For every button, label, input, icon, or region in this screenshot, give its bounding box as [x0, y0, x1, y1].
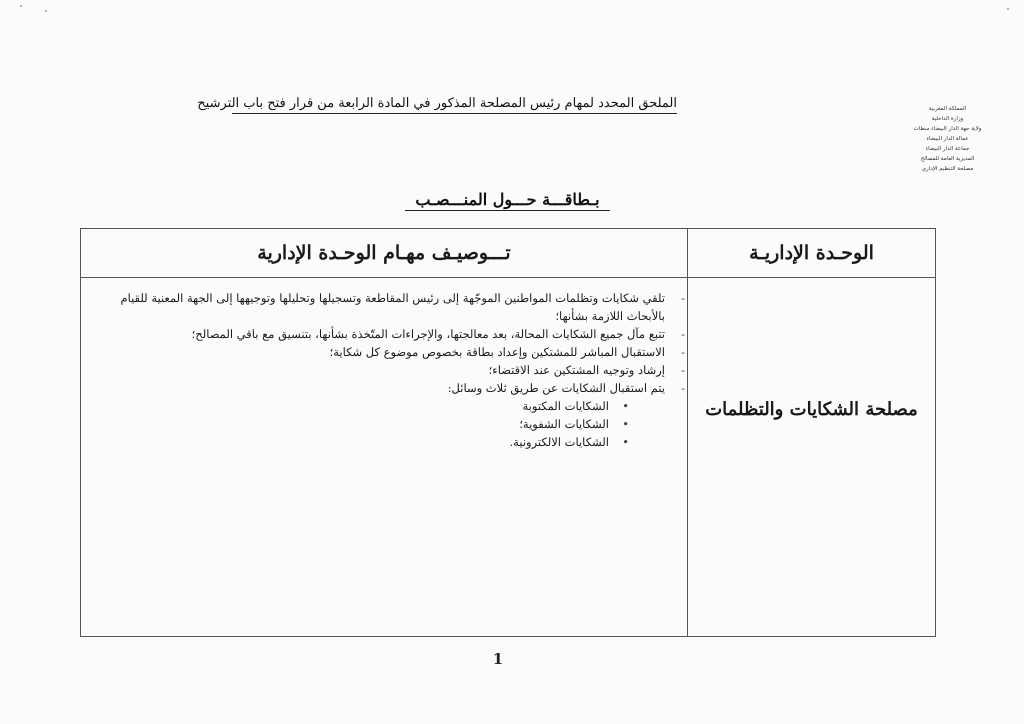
dash-marker: -	[681, 327, 685, 341]
dash-marker: -	[681, 363, 685, 377]
letterhead-line: عمالة الدار البيضاء	[926, 136, 969, 142]
channel-item	[101, 433, 665, 451]
task-item	[101, 361, 687, 379]
header-divider	[81, 277, 935, 278]
task-text: الاستقبال المباشر للمشتكين وإعداد بطاقة بخصوص موضوع كل شكاية؛	[329, 345, 665, 359]
channel-list	[101, 397, 665, 451]
task-item	[101, 289, 687, 325]
scan-speck	[1007, 8, 1009, 10]
document-title: الملحق المحدد لمهام رئيس المصلحة المذكور في المادة الرابعة من قرار فتح باب الترشيح	[232, 96, 677, 114]
task-text: يتم استقبال الشكايات عن طريق ثلاث وسائل:	[447, 381, 665, 395]
bullet-marker: •	[622, 399, 629, 413]
letterhead-line: المملكة المغربية	[928, 106, 967, 112]
channel-item	[101, 415, 665, 433]
job-card-table	[80, 228, 936, 637]
header-admin-unit: الوحـدة الإداريـة	[749, 242, 874, 264]
task-list	[101, 289, 687, 451]
scan-speck	[45, 10, 47, 12]
task-item	[101, 325, 687, 343]
channel-item	[101, 397, 665, 415]
admin-unit-name: مصلحة الشكايات والتظلمات	[705, 398, 918, 420]
dash-marker: -	[681, 291, 685, 305]
letterhead-line: المديرية العامة للمصالح	[920, 156, 975, 162]
task-item	[101, 343, 687, 361]
task-text: تلقي شكايات وتظلمات المواطنين الموجّهة إلى رئيس المقاطعة وتسجيلها وتحليلها وتوجيهها إلى الجهة المعنية للقيام بالأبحاث اللازمة بشأنها؛	[120, 291, 665, 323]
task-text: إرشاد وتوجيه المشتكين عند الاقتضاء؛	[488, 363, 665, 377]
letterhead	[905, 104, 990, 174]
task-item	[101, 379, 687, 451]
channel-text: الشكايات الشفوية؛	[519, 417, 609, 431]
document-subtitle: بـطاقـــة حـــول المنـــصـب	[405, 190, 610, 211]
letterhead-line: جماعة الدار البيضاء	[925, 146, 970, 152]
page-number: 1	[492, 650, 504, 668]
letterhead-line: وزارة الداخلية	[931, 116, 964, 122]
channel-text: الشكايات الالكترونية.	[509, 435, 609, 449]
dash-marker: -	[681, 381, 685, 395]
scan-speck	[20, 5, 22, 7]
channel-text: الشكايات المكتوبة	[522, 399, 609, 413]
letterhead-line: مصلحة التنظيم الإداري	[921, 166, 974, 172]
header-unit-tasks: تـــوصيـف مهـام الوحـدة الإدارية	[257, 242, 511, 264]
task-text: تتبع مآل جميع الشكايات المحالة، بعد معالجتها، والإجراءات المتّخذة بشأنها، بتنسيق مع باقي المصالح؛	[191, 327, 665, 341]
bullet-marker: •	[622, 435, 629, 449]
letterhead-line: ولاية جهة الدار البيضاء سطات	[913, 126, 982, 132]
bullet-marker: •	[622, 417, 629, 431]
dash-marker: -	[681, 345, 685, 359]
